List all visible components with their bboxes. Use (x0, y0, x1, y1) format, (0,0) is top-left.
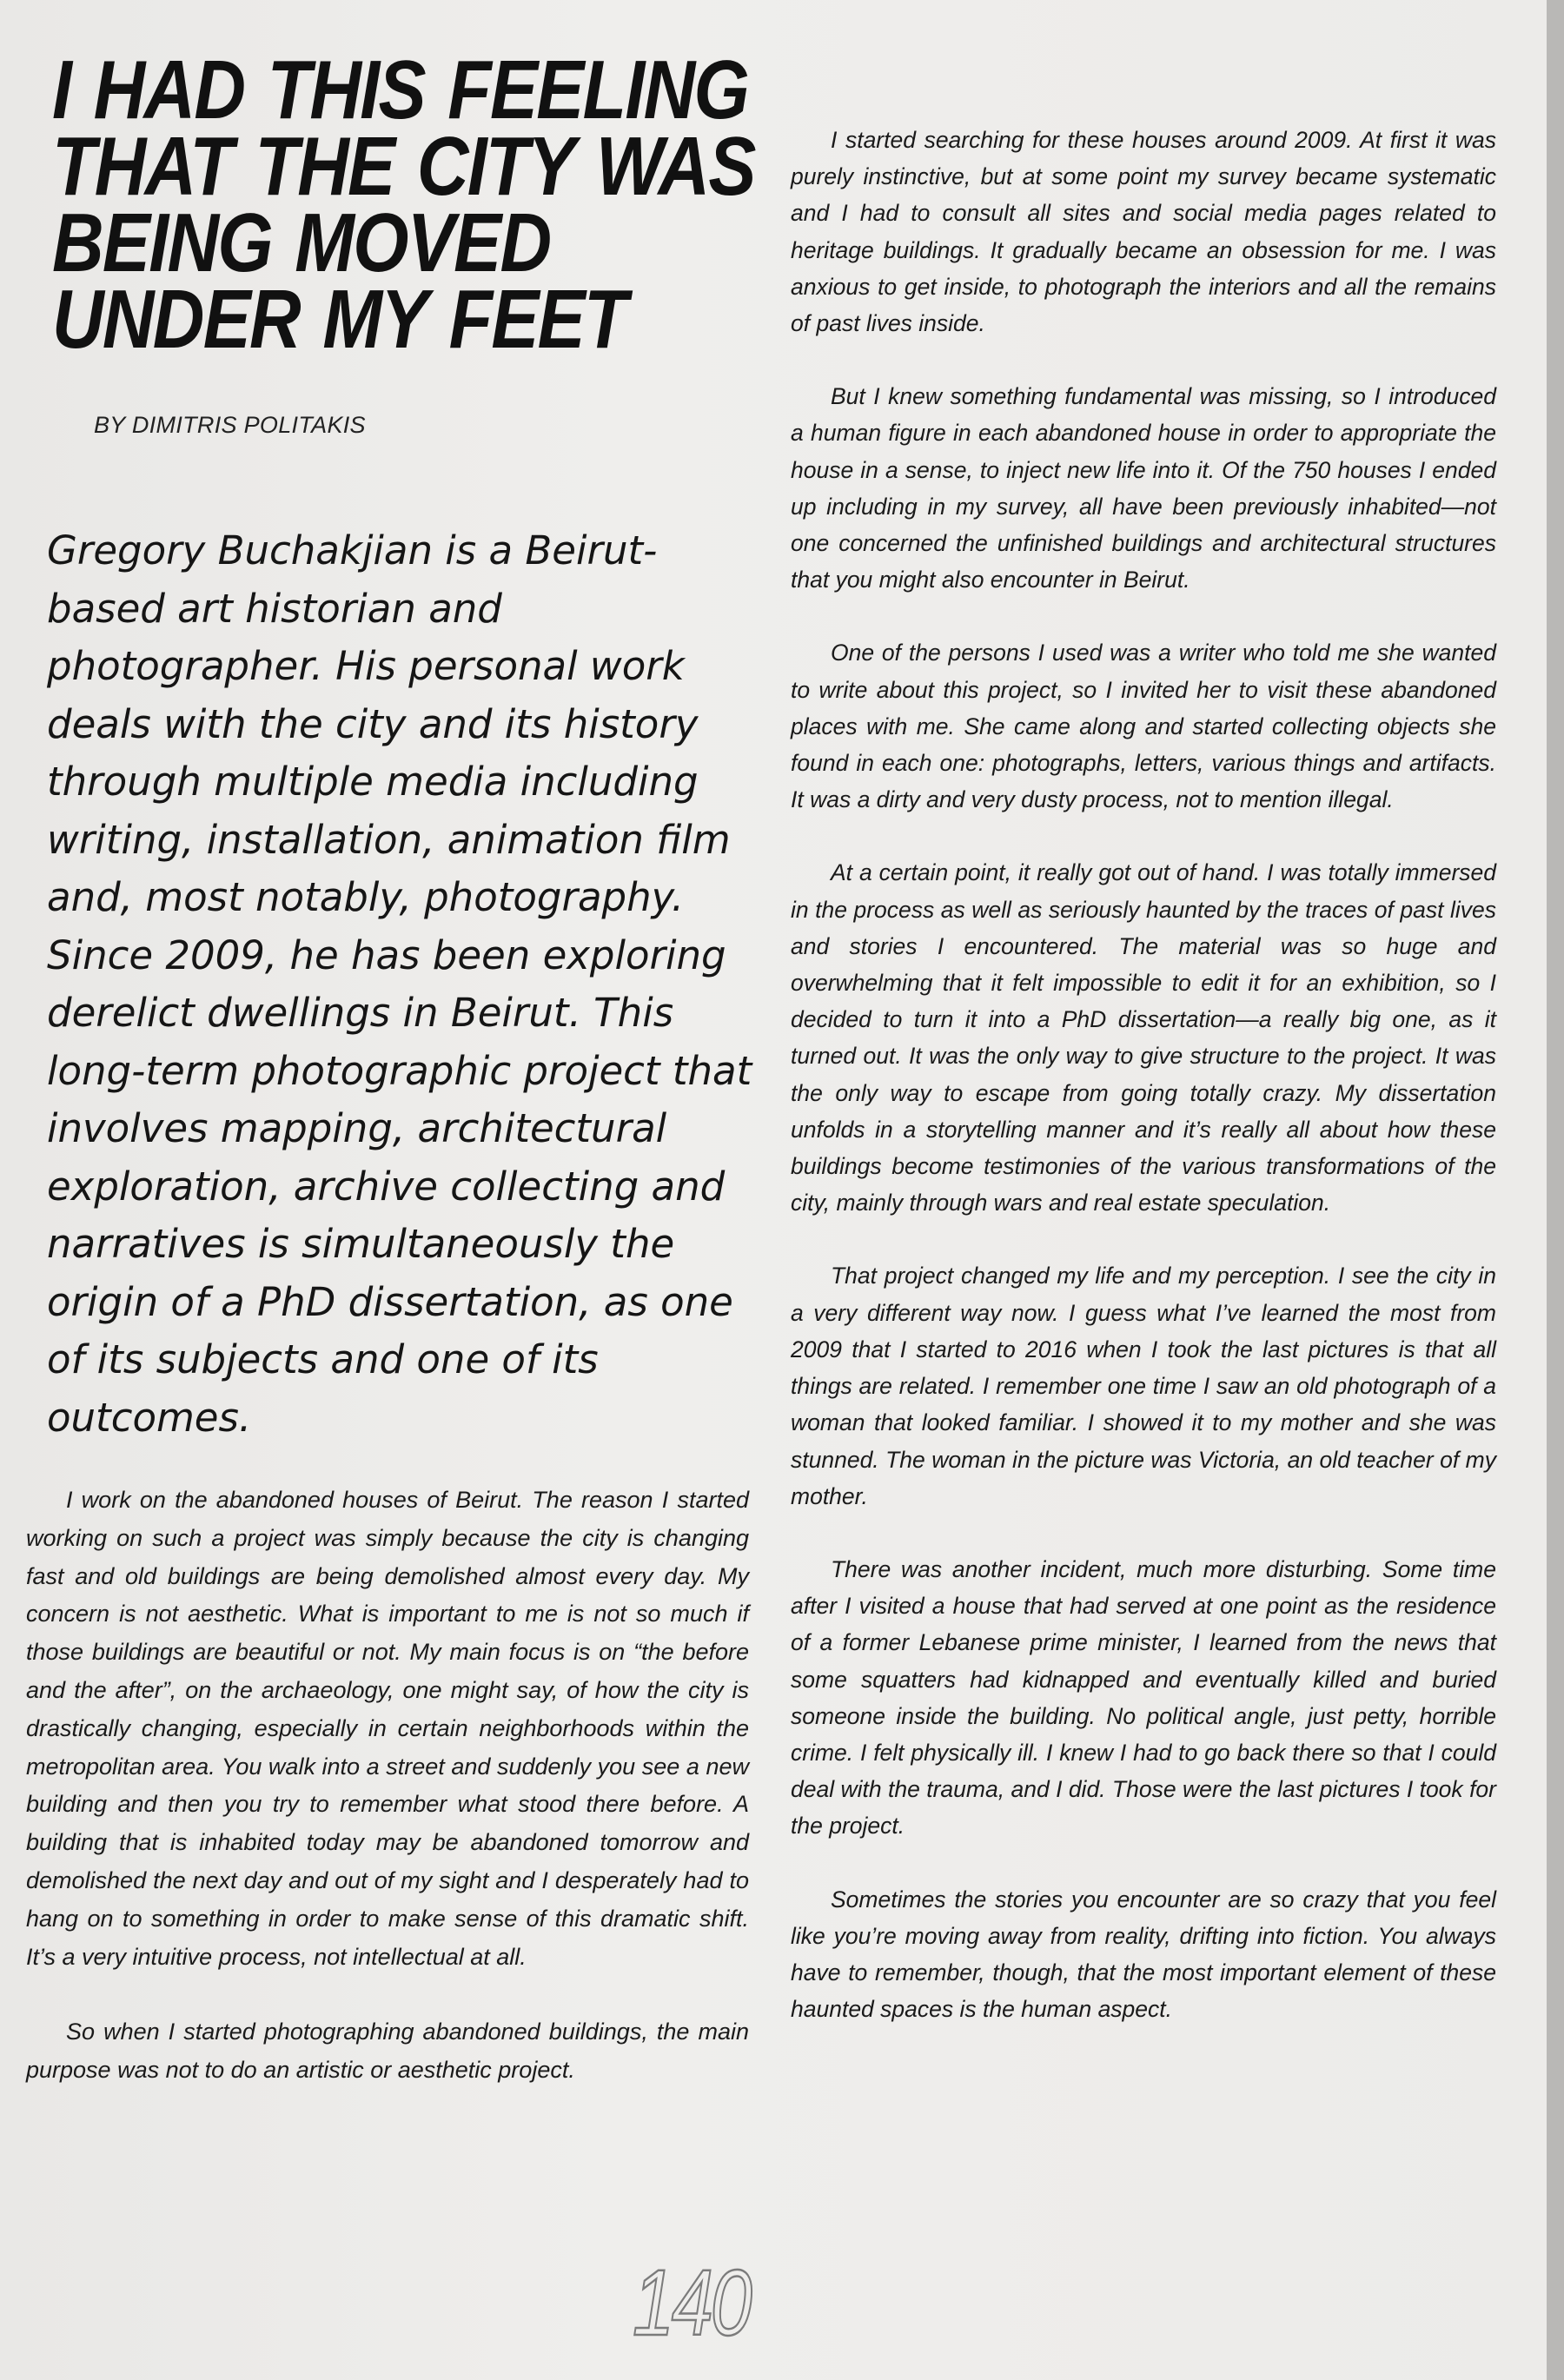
left-body-text (26, 1482, 749, 2090)
byline: BY DIMITRIS POLITAKIS (94, 412, 366, 438)
left-column (26, 43, 756, 2090)
body-paragraph: There was another incident, much more disturbing. Some time after I visited a house that had served at one point as the residence of a former Lebanese prime minister, I learned from the news that some squatters had kidnapped and eventually killed and buried someone inside the building. No political angle, just petty, horrible crime. I felt physically ill. I knew I had to go back there so that I could deal with the trauma, and I did. Those were the last pictures I took for the project. (791, 1555, 1496, 1840)
body-paragraph: At a certain point, it really got out of hand. I was totally immersed in the process as well as seriously haunted by the traces of past lives and stories I encountered. The material was so huge and overwhelming that it felt impossible to edit it for an exhibition, so I decided to turn it into a PhD dissertation—a really big one, as it turned out. It was the only way to give structure to the project. It was the only way to escape from going totally crazy. My dissertation unfolds in a storytelling manner and it’s really all about how these buildings become testimonies of the various transformations of the city, mainly through wars and real estate speculation. (791, 859, 1496, 1217)
page-number: 140 (633, 2250, 750, 2355)
body-paragraph: Sometimes the stories you encounter are so crazy that you feel like you’re moving away from reality, drifting into fiction. You always have to remember, though, that the most important element of these haunted spaces is the human aspect. (791, 1886, 1496, 2023)
body-paragraph: But I knew something fundamental was missing, so I introduced a human figure in each abandoned house in order to appropriate the house in a sense, to inject new life into it. Of the 750 houses I ended up including in my survey, all have been previously inhabited—not one concerned the unfinished buildings and architectural structures that you might also encounter in Beirut. (791, 383, 1496, 593)
page-edge (1547, 0, 1564, 2380)
body-paragraph: I started searching for these houses around 2009. At first it was purely instinctive, but at some point my survey became systematic and I had to consult all sites and social media pages related to heritage buildings. It gradually became an obsession for me. I was anxious to get inside, to photograph the interiors and all the remains of past lives inside. (791, 127, 1496, 337)
article-title: I HAD THIS FEELING THAT THE CITY WAS BEING MOVED UNDER MY FEET (52, 43, 755, 366)
right-column (791, 122, 1496, 2027)
body-paragraph: One of the persons I used was a writer who told me she wanted to write about this project, so I invited her to visit these abandoned places with me. She came along and started collecting objects she found in each one: photographs, letters, various things and artifacts. It was a dirty and very dusty process, not to mention illegal. (791, 640, 1496, 813)
body-paragraph: That project changed my life and my perception. I see the city in a very different way now. I guess what I’ve learned the most from 2009 that I started to 2016 when I took the last pictures is that all things are related. I remember one time I saw an old photograph of a woman that looked familiar. I showed it to my mother and she was stunned. The woman in the picture was Victoria, an old teacher of my mother. (791, 1263, 1496, 1509)
body-paragraph: I work on the abandoned houses of Beirut. The reason I started working on such a project was simply because the city is changing fast and old buildings are being demolished almost every day. My concern is not aesthetic. What is important to me is not so much if those buildings are beautiful or not. My main focus is on “the before and the after”, on the archaeology, one might say, of how the city is drastically changing, especially in certain neighborhoods within the metropolitan area. You walk into a street and suddenly you see a new building and then you try to remember what stood there before. A building that is inhabited today may be abandoned tomorrow and demolished the next day and out of my sight and I desperately had to hang on to something in order to make sense of this dramatic shift. It’s a very intuitive process, not intellectual at all. (26, 1487, 749, 1970)
body-paragraph: So when I started photographing abandoned buildings, the main purpose was not to do an artistic or aesthetic project. (26, 2019, 749, 2084)
lead-paragraph: Gregory Buchakjian is a Beirut-based art historian and photographer. His personal work deals with the city and its history through multiple media including writing, installation, animation film and, most notably, photography. Since 2009, he has been exploring derelict dwellings in Beirut. This long-term photographic project that involves mapping, architectural exploration, archive collecting and narratives is simultaneously the origin of a PhD dissertation, as one of its subjects and one of its outcomes. (47, 527, 752, 1441)
